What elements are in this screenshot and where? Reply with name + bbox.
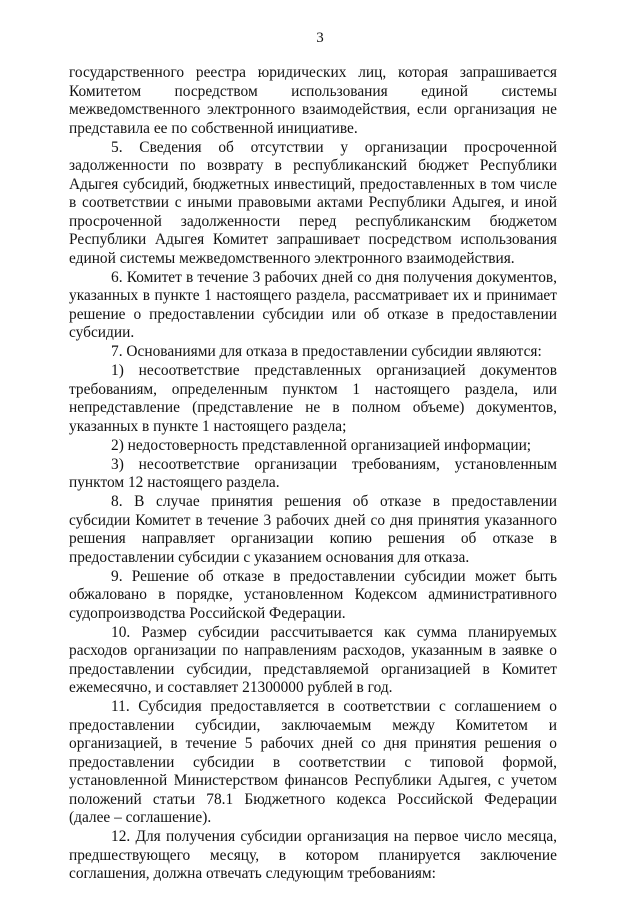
- paragraph-5: 5. Сведения об отсутствии у организации просроченной задолженности по возврату в республиканский бюджет Республики Адыгея субсидий, бюджетных инвестиций, предоставленных в том числе в соответствии с иными правовыми актами Республики Адыгея, и иной просроченной задолженности перед республиканским бюджетом Республики Адыгея Комитет запрашивает посредством использования единой системы межведомственного электронного взаимодействия.: [69, 138, 557, 267]
- paragraph-6: 6. Комитет в течение 3 рабочих дней со дня получения документов, указанных в пункте 1 настоящего раздела, рассматривает их и принимает решение о предоставлении субсидии или об отказе в предоставлении субсидии.: [69, 268, 557, 341]
- page-number: 3: [316, 30, 324, 46]
- paragraph-7-item-2: 2) недостоверность представленной организацией информации;: [111, 436, 532, 454]
- paragraph-7-item-3: 3) несоответствие организации требованиям, установленным пунктом 12 настоящего раздела.: [69, 455, 557, 491]
- document-body: [69, 64, 557, 884]
- paragraph-11: 11. Субсидия предоставляется в соответствии с соглашением о предоставлении субсидии, заключаемым между Комитетом и организацией, в течение 5 рабочих дней со дня принятия решения о предоставлении субсидии в соответствии с типовой формой, установленной Министерством финансов Республики Адыгея, с учетом положений статьи 78.1 Бюджетного кодекса Российской Федерации (далее – соглашение).: [69, 698, 557, 826]
- paragraph-7: 7. Основаниями для отказа в предоставлении субсидии являются:: [111, 343, 542, 360]
- paragraph-10: 10. Размер субсидии рассчитывается как сумма планируемых расходов организации по направлениям расходов, указанным в заявке о предоставлении субсидии, представляемой организацией в Комитет ежемесячно, и составляет 21300000 рублей в год.: [69, 623, 557, 696]
- paragraph-7-item-1: 1) несоответствие представленных организацией документов требованиям, определенным пунктом 1 настоящего раздела, или непредставление (представление не в полном объеме) документов, указанных в пункте 1 настоящего раздела;: [69, 362, 557, 435]
- paragraph-8: 8. В случае принятия решения об отказе в предоставлении субсидии Комитет в течение 3 рабочих дней со дня принятия указанного решения направляет организации копию решения об отказе в предоставлении субсидии с указанием основания для отказа.: [69, 493, 557, 566]
- paragraph-continuation: государственного реестра юридических лиц, которая запрашивается Комитетом посредством использования единой системы межведомственного электронного взаимодействия, если организация не представила ее по собственной инициативе.: [69, 64, 557, 137]
- paragraph-12: 12. Для получения субсидии организация на первое число месяца, предшествующего месяцу, в котором планируется заключение соглашения, должна отвечать следующим требованиям:: [69, 828, 557, 882]
- paragraph-9: 9. Решение об отказе в предоставлении субсидии может быть обжаловано в порядке, установленном Кодексом административного судопроизводства Российской Федерации.: [69, 567, 557, 622]
